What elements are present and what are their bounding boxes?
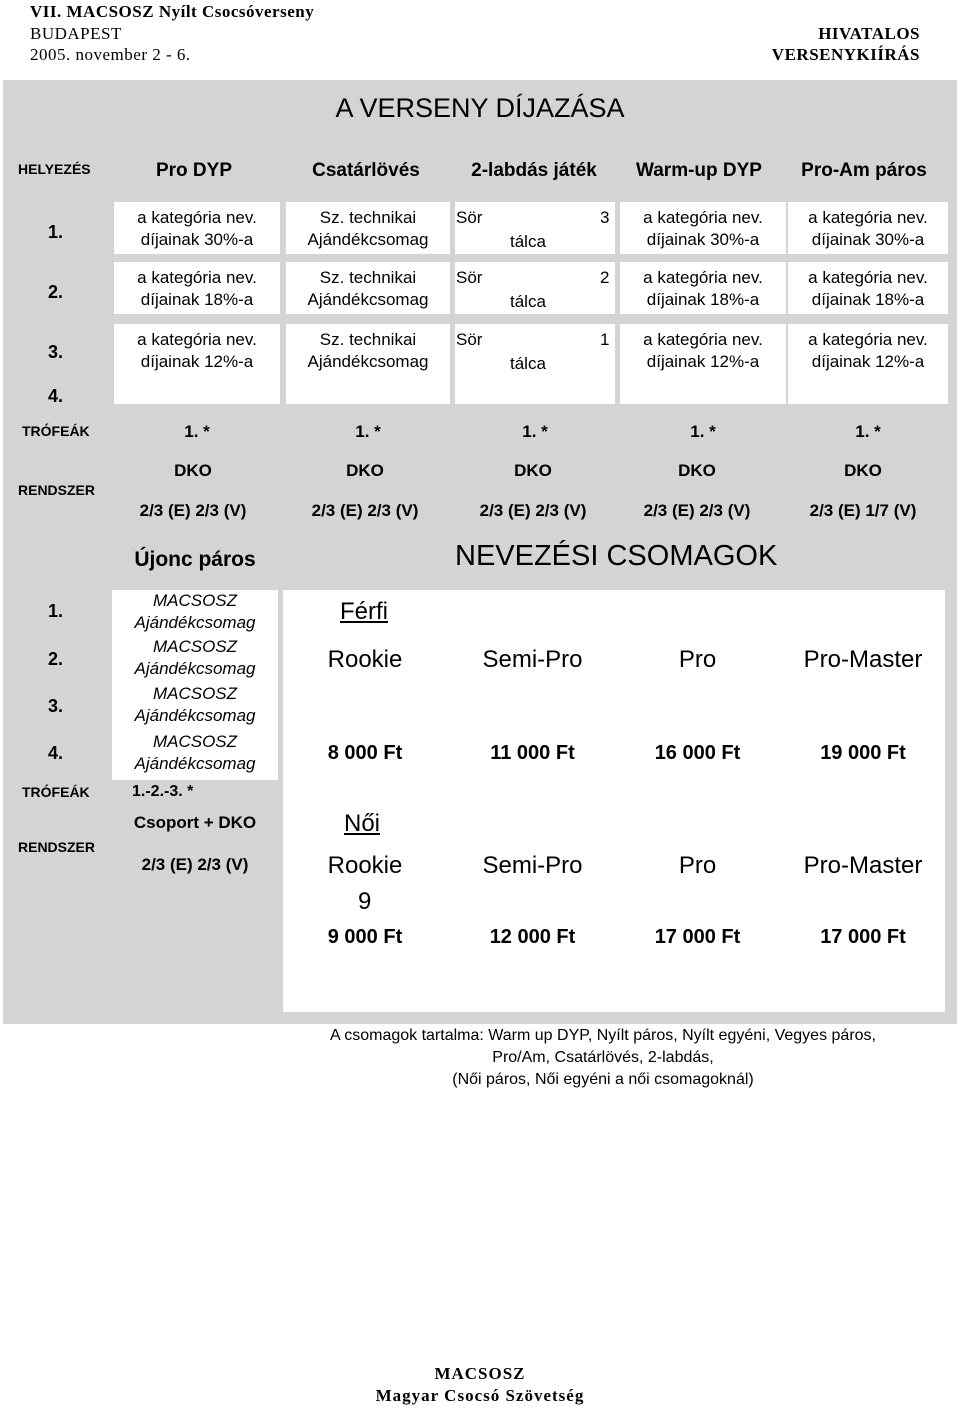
prize-csatar-1: Sz. technikai Ajándékcsomag [307, 208, 429, 249]
ujonc-prize-3: MACSOSZ Ajándékcsomag [134, 684, 256, 725]
ujonc-prize-2: MACSOSZ Ajándékcsomag [134, 637, 256, 678]
male-price-semi-pro: 11 000 Ft [490, 742, 575, 764]
system-top-pro-dyp: DKO [174, 461, 212, 480]
system-top-proam: DKO [844, 461, 882, 480]
system-bottom-pro-dyp: 2/3 (E) 2/3 (V) [139, 501, 247, 520]
prize-pro-dyp-1: a kategória nev. díjainak 30%-a [137, 208, 257, 249]
footer-org: MACSOSZ [434, 1364, 526, 1383]
ujonc-system-top: Csoport + DKO [133, 813, 257, 832]
male-price-pro: 16 000 Ft [654, 742, 741, 764]
system-bottom-proam: 2/3 (E) 1/7 (V) [809, 501, 917, 520]
system-top-warmup: DKO [678, 461, 716, 480]
system-bottom-labdas: 2/3 (E) 2/3 (V) [479, 501, 587, 520]
trophy-csatar: 1. * [355, 422, 381, 441]
female-category-semi-pro: Semi-Pro [482, 852, 583, 879]
male-price-pro-master: 19 000 Ft [820, 742, 906, 764]
system-bottom-warmup: 2/3 (E) 2/3 (V) [643, 501, 751, 520]
document-date: 2005. november 2 - 6. [30, 45, 191, 64]
prize-section-title: A VERSENY DÍJAZÁSA [335, 93, 625, 123]
female-price-pro-master: 17 000 Ft [820, 926, 906, 948]
female-category-pro-master: Pro-Master [803, 852, 923, 879]
ujonc-prize-4: MACSOSZ Ajándékcsomag [134, 732, 256, 773]
female-price-semi-pro: 12 000 Ft [489, 926, 576, 948]
female-price-rookie: 9 000 Ft [327, 926, 403, 948]
ujonc-place-4: 4. [48, 743, 64, 763]
male-category-pro: Pro [678, 646, 717, 673]
ujonc-system-bottom: 2/3 (E) 2/3 (V) [141, 855, 249, 874]
prize-labdas-2-b: tálca [510, 292, 546, 311]
prize-labdas-1-b: tálca [510, 232, 546, 251]
ujonc-trophy-label: TRÓFEÁK [22, 784, 90, 800]
trophy-warmup: 1. * [690, 422, 716, 441]
ujonc-place-1: 1. [48, 601, 64, 621]
male-price-rookie: 8 000 Ft [327, 742, 403, 764]
document-title: VII. MACSOSZ Nyílt Csocsóverseny [30, 2, 315, 21]
prize-csatar-3: Sz. technikai Ajándékcsomag [307, 330, 429, 371]
male-category-rookie: Rookie [327, 646, 403, 673]
ujonc-system-label: RENDSZER [18, 839, 96, 855]
footer-org-full: Magyar Csocsó Szövetség [375, 1386, 585, 1405]
ujonc-place-3: 3. [48, 696, 64, 716]
system-top-labdas: DKO [514, 461, 552, 480]
package-note: A csomagok tartalma: Warm up DYP, Nyílt páros, Nyílt egyéni, Vegyes páros, Pro/Am, Csatárlövés, 2-labdás, (Női páros, Női egyéni a női csomagoknál) [329, 1027, 876, 1088]
prize-warmup-3: a kategória nev. díjainak 12%-a [643, 330, 763, 371]
female-category-rookie: Rookie [327, 852, 403, 879]
trophy-label: TRÓFEÁK [22, 423, 90, 439]
trophy-labdas: 1. * [522, 422, 548, 441]
column-header-csatarlovés: Csatárlövés [312, 160, 420, 181]
placement-label: HELYEZÉS [18, 161, 91, 177]
prize-proam-1: a kategória nev. díjainak 30%-a [808, 208, 928, 249]
prize-labdas-3-b: tálca [510, 354, 546, 373]
packages-male-label: Férfi [340, 598, 388, 625]
place-1: 1. [48, 222, 64, 242]
prize-labdas-2-n: 2 [600, 268, 610, 287]
female-extra: 9 [358, 888, 372, 915]
male-category-semi-pro: Semi-Pro [482, 646, 583, 673]
prize-proam-3: a kategória nev. díjainak 12%-a [808, 330, 928, 371]
prize-csatar-2: Sz. technikai Ajándékcsomag [307, 268, 429, 309]
document-city: BUDAPEST [30, 24, 122, 43]
trophy-pro-dyp: 1. * [184, 422, 210, 441]
prize-pro-dyp-2: a kategória nev. díjainak 18%-a [137, 268, 257, 309]
column-header-pro-dyp: Pro DYP [155, 160, 233, 181]
prize-labdas-1-n: 3 [600, 208, 610, 227]
system-bottom-csatar: 2/3 (E) 2/3 (V) [311, 501, 419, 520]
ujonc-prize-1: MACSOSZ Ajándékcsomag [134, 591, 256, 632]
prize-pro-dyp-3: a kategória nev. díjainak 12%-a [137, 330, 257, 371]
prize-labdas-3-n: 1 [600, 330, 610, 349]
trophy-proam: 1. * [855, 422, 881, 441]
column-header-2-labdas: 2-labdás játék [471, 160, 597, 181]
female-category-pro: Pro [678, 852, 717, 879]
place-4: 4. [48, 386, 64, 406]
male-category-pro-master: Pro-Master [803, 646, 923, 673]
prize-labdas-3-a: Sör [456, 330, 483, 349]
place-2: 2. [48, 282, 64, 302]
column-header-warmup-dyp: Warm-up DYP [636, 160, 762, 181]
packages-title: NEVEZÉSI CSOMAGOK [455, 540, 778, 572]
official-label-1: HIVATALOS [818, 24, 920, 43]
packages-female-label: Női [344, 810, 381, 837]
prize-proam-2: a kategória nev. díjainak 18%-a [808, 268, 928, 309]
system-label: RENDSZER [18, 482, 96, 498]
system-top-csatar: DKO [346, 461, 384, 480]
column-header-pro-am: Pro-Am páros [801, 160, 927, 181]
official-label-2: VERSENYKIÍRÁS [771, 45, 920, 64]
ujonc-trophy: 1.-2.-3. * [132, 783, 194, 800]
ujonc-title: Újonc páros [134, 548, 256, 571]
ujonc-place-2: 2. [48, 649, 64, 669]
prize-labdas-1-a: Sör [456, 208, 483, 227]
prize-warmup-1: a kategória nev. díjainak 30%-a [643, 208, 763, 249]
prize-warmup-2: a kategória nev. díjainak 18%-a [643, 268, 763, 309]
place-3: 3. [48, 342, 64, 362]
female-price-pro: 17 000 Ft [654, 926, 741, 948]
prize-labdas-2-a: Sör [456, 268, 483, 287]
